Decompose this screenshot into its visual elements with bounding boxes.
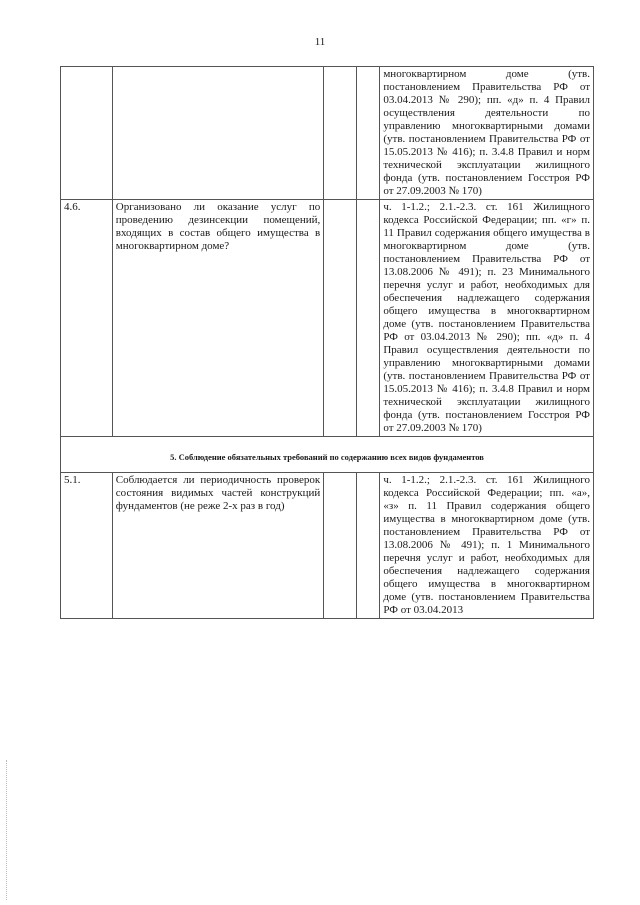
legal-reference-cell: многоквартирном доме (утв. постановлением Правительства РФ от 03.04.2013 № 290); пп. «д» п. 4 Правил осуществления деятельности по управлению многоквартирными домами (утв. постановлением Правительства РФ от 15.05.2013 № 416); п. 3.4.8 Правил и норм технической эксплуатации жилищного фонда (утв. постановлением Госстроя РФ от 27.09.2003 № 170) [380,67,594,200]
question-cell: Соблюдается ли периодичность проверок состояния видимых частей конструкций фундаментов (не реже 2-х раз в год) [112,473,323,619]
table-row [61,200,594,437]
answer-cell [324,67,356,200]
item-number-cell: 5.1. [61,473,113,619]
table-row [61,473,594,619]
section-header-row [61,437,594,473]
answer-cell [356,473,380,619]
item-number-cell: 4.6. [61,200,113,437]
question-cell: Организовано ли оказание услуг по проведению дезинсекции помещений, входящих в состав общего имущества в многоквартирном доме? [112,200,323,437]
legal-reference-cell: ч. 1-1.2.; 2.1.-2.3. ст. 161 Жилищного кодекса Российской Федерации; пп. «а», «з» п. 11 Правил содержания общего имущества в многоквартирном доме (утв. постановлением Правительства РФ от 13.08.2006 № 491); п. 1 Минимального перечня услуг и работ, необходимых для обеспечения надлежащего содержания общего имущества в многоквартирном доме (утв. постановлением Правительства РФ от 03.04.2013 [380,473,594,619]
item-number-cell [61,67,113,200]
requirements-table [60,66,594,619]
page-number: 11 [314,36,326,48]
answer-cell [356,67,380,200]
answer-cell [324,200,356,437]
scan-edge-mark [6,760,8,900]
answer-cell [324,473,356,619]
answer-cell [356,200,380,437]
legal-reference-cell: ч. 1-1.2.; 2.1.-2.3. ст. 161 Жилищного кодекса Российской Федерации; пп. «г» п. 11 Правил содержания общего имущества в многоквартирном доме (утв. постановлением Правительства РФ от 13.08.2006 № 491); п. 23 Минимального перечня услуг и работ, необходимых для обеспечения надлежащего содержания общего имущества в многоквартирном доме (утв. постановлением Правительства РФ от 03.04.2013 № 290); пп. «д» п. 4 Правил осуществления деятельности по управлению многоквартирными домами (утв. постановлением Правительства РФ от 15.05.2013 № 416); п. 3.4.8 Правил и норм технической эксплуатации жилищного фонда (утв. постановлением Госстроя РФ от 27.09.2003 № 170) [380,200,594,437]
question-cell [112,67,323,200]
table-row [61,67,594,200]
section-title: 5. Соблюдение обязательных требований по содержанию всех видов фундаментов [61,437,594,473]
